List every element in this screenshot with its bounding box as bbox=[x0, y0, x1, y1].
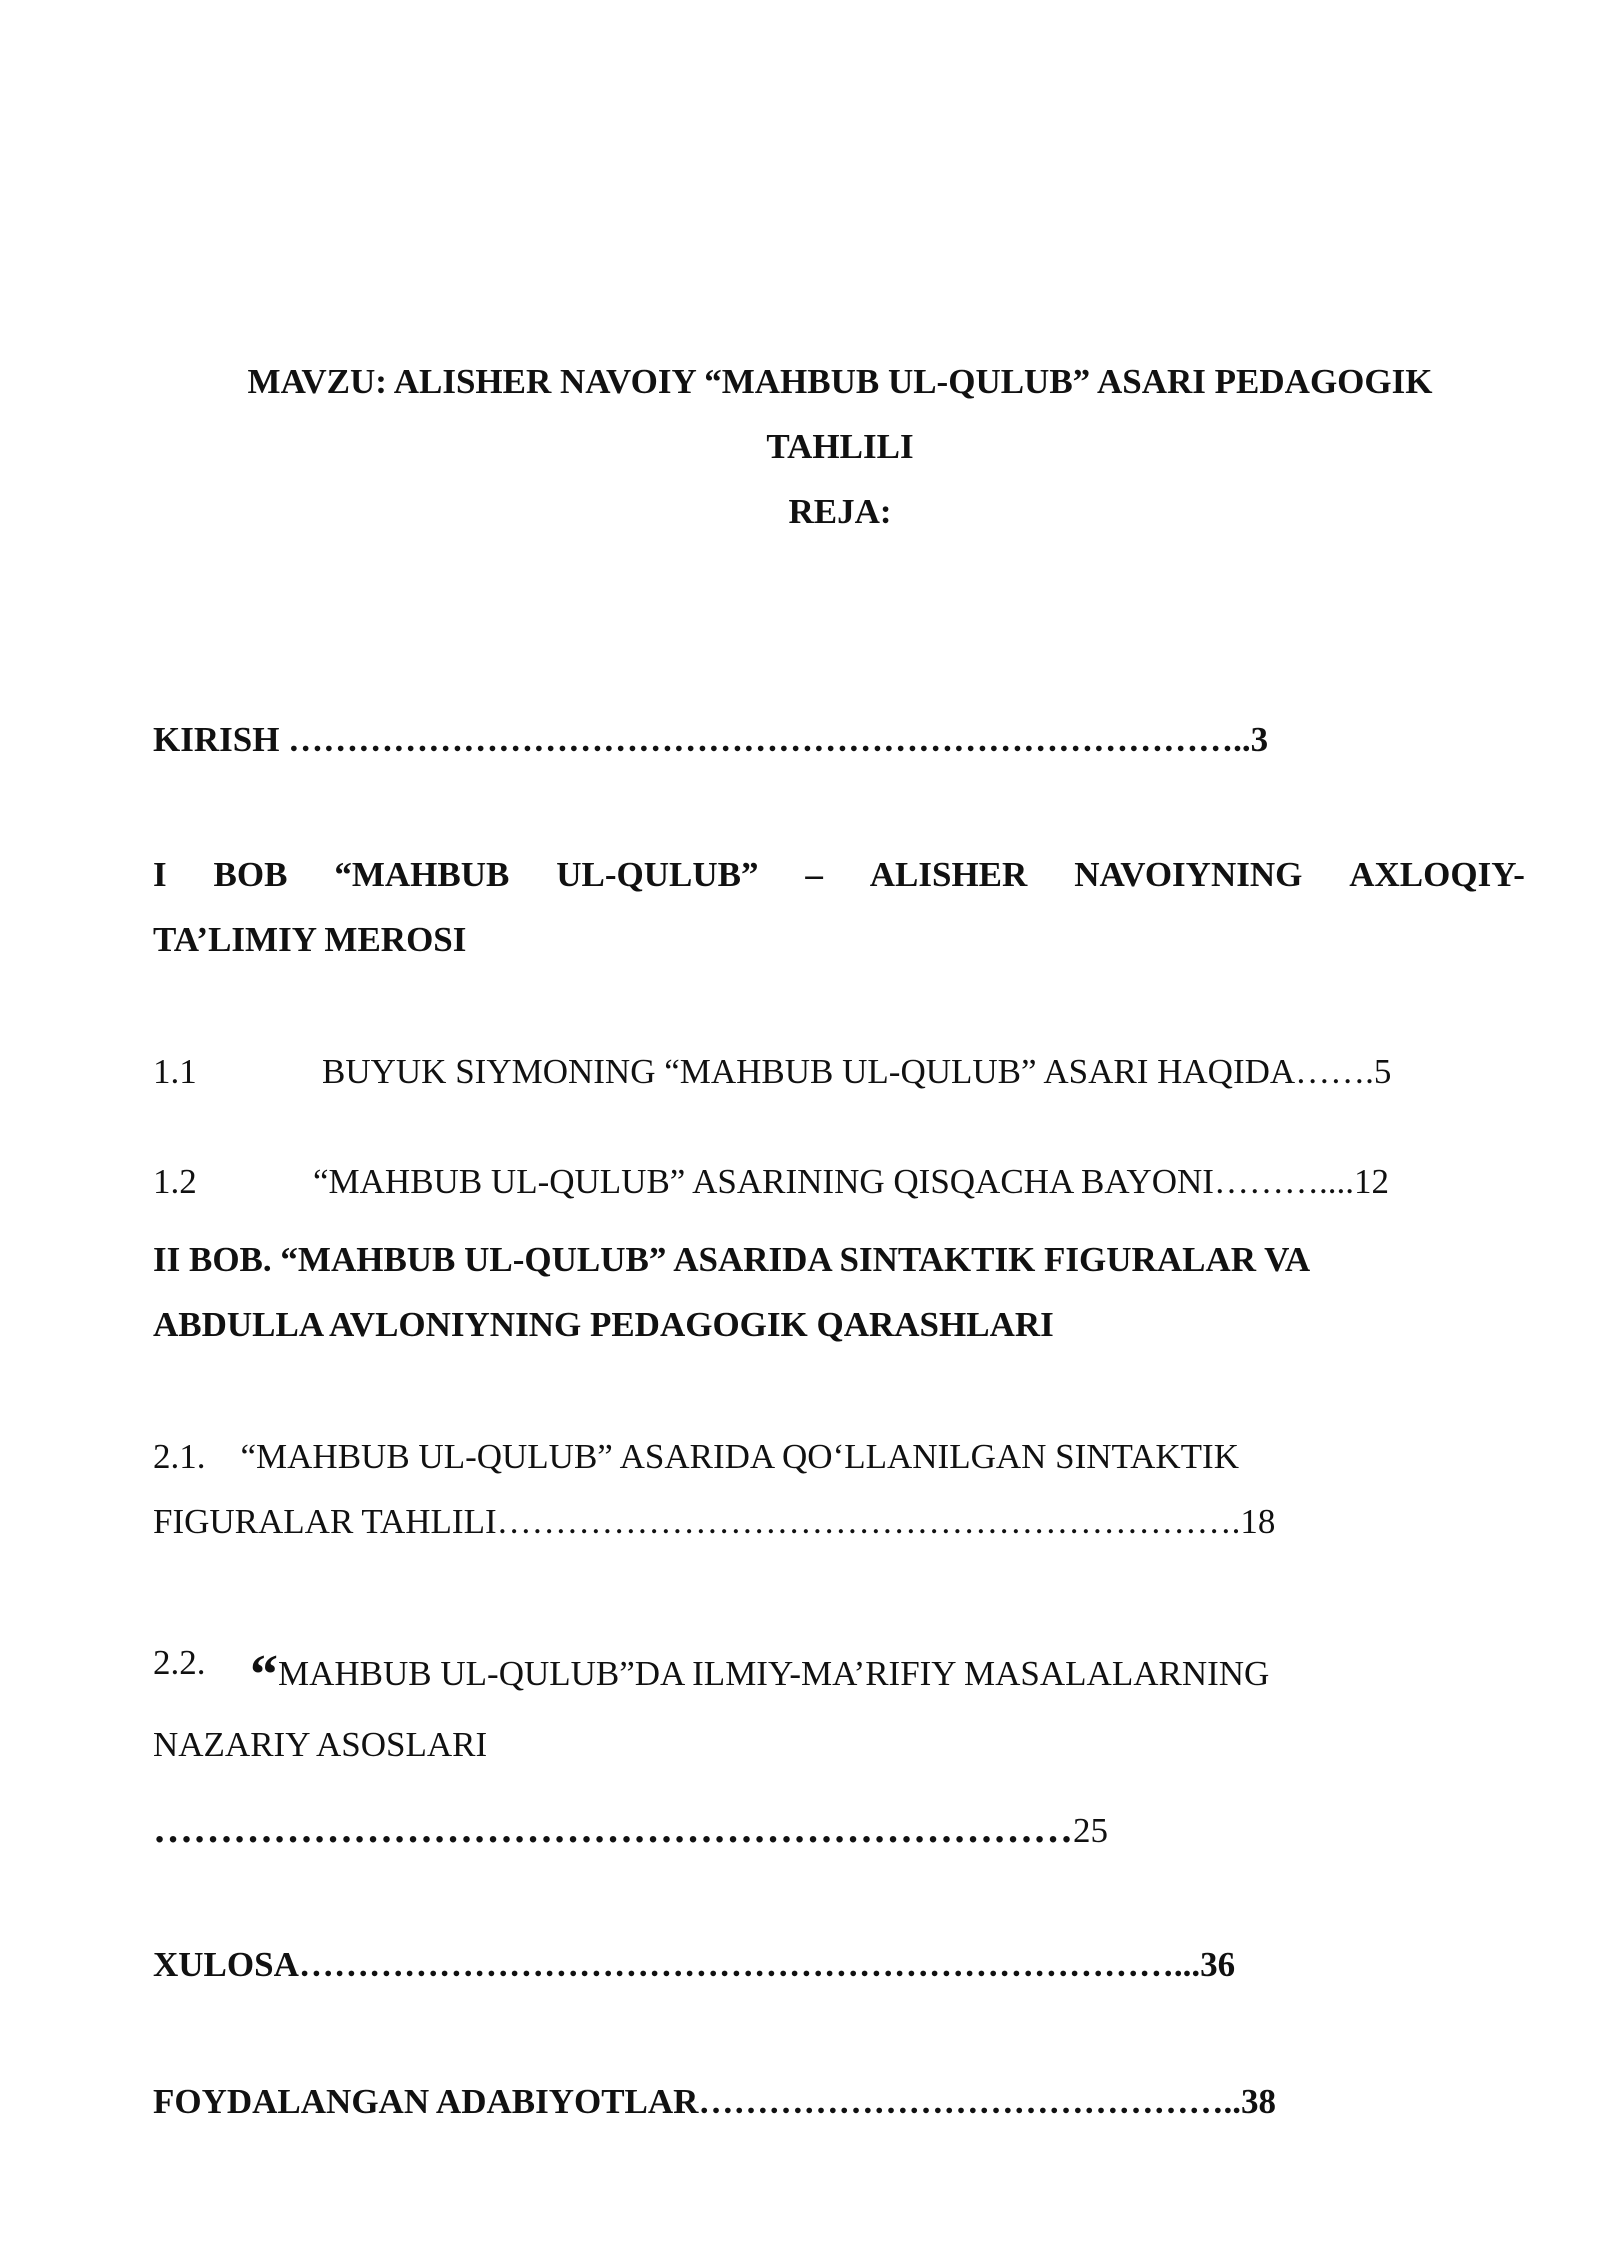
toc-chapter1-word: – bbox=[805, 855, 823, 894]
toc-section-2-2-line1-wrapper bbox=[250, 1643, 1269, 1707]
toc-section-1-1-text: BUYUK SIYMONING “MAHBUB UL-QULUB” ASARI HAQIDA…….5 bbox=[322, 1052, 1392, 1091]
toc-section-2-2-page: 25 bbox=[1073, 1811, 1108, 1850]
toc-adabiyotlar: FOYDALANGAN ADABIYOTLAR………………………………………..38 bbox=[153, 2082, 1276, 2121]
toc-chapter1-word: ALISHER bbox=[869, 855, 1028, 894]
toc-chapter1-word: NAVOIYNING bbox=[1074, 855, 1303, 894]
toc-chapter1-word: AXLOQIY- bbox=[1349, 855, 1525, 894]
toc-section-2-2-line2: NAZARIY ASOSLARI bbox=[153, 1725, 488, 1764]
toc-section-2-1-line1: 2.1. “MAHBUB UL-QULUB” ASARIDA QO‘LLANILGAN SINTAKTIK bbox=[153, 1437, 1239, 1476]
toc-section-1-2-number: 1.2 bbox=[153, 1162, 197, 1201]
document-subtitle: REJA: bbox=[788, 492, 892, 531]
toc-section-2-2-leader bbox=[153, 1805, 1108, 1852]
toc-chapter1-word: “MAHBUB bbox=[334, 855, 510, 894]
toc-chapter2-line1: II BOB. “MAHBUB UL-QULUB” ASARIDA SINTAKTIK FIGURALAR VA bbox=[153, 1240, 1311, 1279]
toc-section-2-2-line1: MAHBUB UL-QULUB”DA ILMIY-MA’RIFIY MASALALARNING bbox=[278, 1654, 1270, 1693]
toc-chapter1-line1 bbox=[153, 855, 1525, 895]
toc-chapter1-line2: TA’LIMIY MEROSI bbox=[153, 920, 467, 959]
toc-section-2-2-dots: …………………………………………………………… bbox=[153, 1806, 1073, 1851]
toc-chapter1-word: UL-QULUB” bbox=[556, 855, 759, 894]
toc-section-2-2-quote: “ bbox=[250, 1644, 278, 1706]
document-title-line1: MAVZU: ALISHER NAVOIY “MAHBUB UL-QULUB” ASARI PEDAGOGIK bbox=[247, 362, 1433, 401]
toc-section-2-2-number: 2.2. bbox=[153, 1643, 206, 1682]
toc-chapter1-word: BOB bbox=[213, 855, 288, 894]
toc-section-1-1-number: 1.1 bbox=[153, 1052, 197, 1091]
toc-kirish: KIRISH ………………………………………………………………………..3 bbox=[153, 720, 1269, 759]
toc-xulosa: XULOSA…………………………………………………………………...36 bbox=[153, 1945, 1236, 1984]
toc-section-1-2-text: “MAHBUB UL-QULUB” ASARINING QISQACHA BAYONI………....12 bbox=[313, 1162, 1389, 1201]
toc-chapter2-line2: ABDULLA AVLONIYNING PEDAGOGIK QARASHLARI bbox=[153, 1305, 1054, 1344]
toc-section-2-1-line2: FIGURALAR TAHLILI……………………………………………………….18 bbox=[153, 1502, 1276, 1541]
document-title-line2: TAHLILI bbox=[766, 427, 914, 466]
toc-chapter1-word: I bbox=[153, 855, 167, 894]
